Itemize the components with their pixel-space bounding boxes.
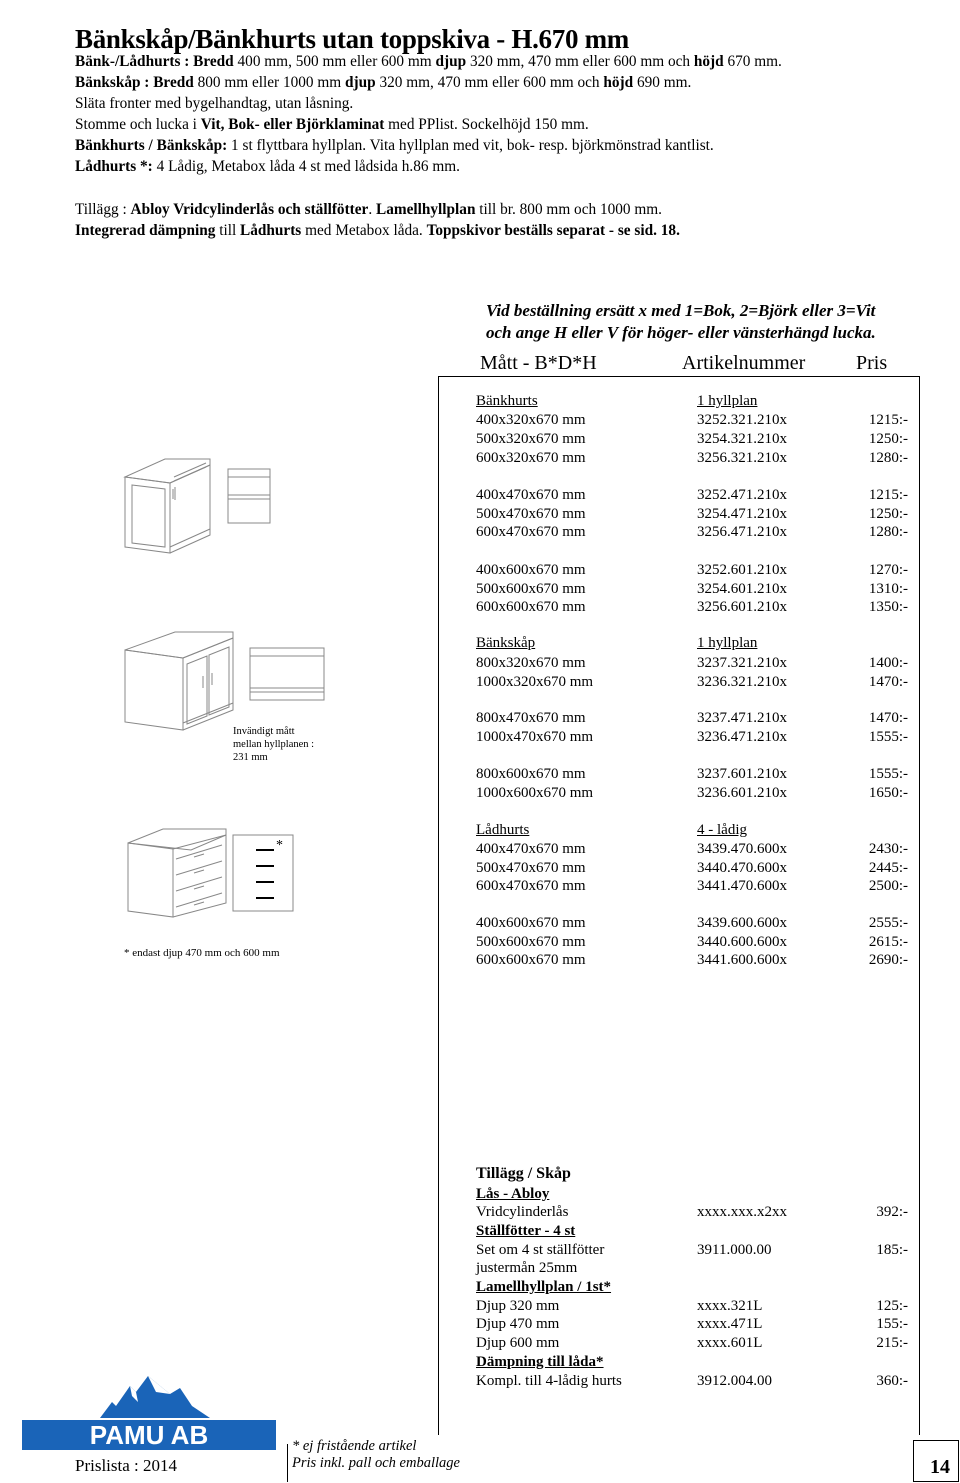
addon-label: Djup 600 mm	[476, 1335, 560, 1351]
table-cell-article: 3256.471.210x	[697, 524, 787, 540]
footer-note-price: Pris inkl. pall och emballage	[292, 1455, 460, 1471]
addon-price: 392:-	[876, 1204, 908, 1220]
table-cell-article: 3237.471.210x	[697, 710, 787, 726]
header-text-segment: Bänkhurts / Bänkskåp:	[75, 137, 232, 154]
addon-section-heading: Lamellhyllplan / 1st*	[476, 1279, 612, 1295]
table-cell-price: 1310:-	[868, 581, 908, 597]
header-line	[75, 74, 691, 92]
drawer-unit-drawing	[118, 825, 298, 925]
header-text-segment: Integrerad dämpning	[75, 222, 220, 239]
table-cell-article: 3254.471.210x	[697, 506, 787, 522]
pricelist-label: Prislista : 2014	[75, 1456, 178, 1475]
header-line	[75, 116, 589, 134]
header-line	[75, 137, 714, 155]
table-cell-article: 3254.601.210x	[697, 581, 787, 597]
header-text-segment: 320 mm, 470 mm eller 600 mm och	[379, 74, 604, 91]
table-cell-article: 3439.470.600x	[697, 841, 787, 857]
table-cell-size: 600x600x670 mm	[476, 952, 586, 968]
table-cell-size: 600x470x670 mm	[476, 878, 586, 894]
addon-article: xxxx.471L	[697, 1316, 763, 1332]
table-cell-price: 2445:-	[868, 860, 908, 876]
table-cell-price: 1650:-	[868, 785, 908, 801]
header-text-segment: 1 st flyttbara hyllplan. Vita hyllplan med vit, bok- resp. björkmönstrad kantlist.	[231, 137, 714, 154]
table-cell-price: 1470:-	[868, 674, 908, 690]
addons-summary-line	[75, 201, 662, 219]
header-text-segment: med Metabox låda.	[305, 222, 427, 239]
inner-measure-note-3: 231 mm	[233, 752, 268, 763]
table-cell-price: 1470:-	[868, 710, 908, 726]
addon-article: 3911.000.00	[697, 1242, 772, 1258]
table-cell-price: 1250:-	[868, 506, 908, 522]
header-text-segment: Bänkskåp : Bredd	[75, 74, 198, 91]
table-cell-price: 2430:-	[868, 841, 908, 857]
addon-section-heading: Lås - Abloy	[476, 1186, 550, 1202]
table-cell-size: 400x470x670 mm	[476, 487, 586, 503]
table-cell-price: 1250:-	[868, 431, 908, 447]
addon-label: justermån 25mm	[476, 1260, 578, 1276]
header-text-segment: djup	[435, 53, 470, 70]
table-cell-size: 800x600x670 mm	[476, 766, 586, 782]
addon-label: Kompl. till 4-lådig hurts	[476, 1373, 622, 1389]
column-header-size: Mått - B*D*H	[480, 352, 597, 374]
table-cell-price: 2615:-	[868, 934, 908, 950]
bench-unit-drawing	[110, 455, 300, 565]
table-cell-price: 2500:-	[868, 878, 908, 894]
bench-cabinet-drawing	[115, 628, 335, 738]
addon-section-heading: Ställfötter - 4 st	[476, 1223, 576, 1239]
table-section-subheading: 4 - lådig	[697, 822, 747, 838]
addon-label: Djup 470 mm	[476, 1316, 560, 1332]
header-text-segment: djup	[345, 74, 380, 91]
inner-measure-note-1: Invändigt mått	[233, 726, 295, 737]
table-cell-size: 400x320x670 mm	[476, 412, 586, 428]
table-cell-price: 2555:-	[868, 915, 908, 931]
header-text-segment: 690 mm.	[636, 74, 692, 91]
addons-title: Tillägg / Skåp	[476, 1165, 571, 1182]
addon-label: Vridcylinderlås	[476, 1204, 569, 1220]
table-cell-article: 3236.471.210x	[697, 729, 787, 745]
table-cell-size: 500x600x670 mm	[476, 934, 586, 950]
header-text-segment: Bänk-/Lådhurts : Bredd	[75, 53, 238, 70]
logo-text: PAMU AB	[89, 1420, 209, 1450]
header-text-segment: med PPlist. Sockelhöjd 150 mm.	[388, 116, 589, 133]
addon-article: 3912.004.00	[697, 1373, 772, 1389]
table-cell-article: 3441.600.600x	[697, 952, 787, 968]
table-cell-size: 500x320x670 mm	[476, 431, 586, 447]
table-cell-price: 1555:-	[868, 766, 908, 782]
table-section-subheading: 1 hyllplan	[697, 635, 758, 651]
footer-note-freestanding: * ej fristående artikel	[292, 1438, 417, 1454]
header-text-segment: 320 mm, 470 mm eller 600 mm och	[469, 53, 694, 70]
header-text-segment: 4 Lådig, Metabox låda 4 st med lådsida h.86 mm.	[156, 158, 460, 175]
table-cell-size: 500x470x670 mm	[476, 506, 586, 522]
addon-label: Djup 320 mm	[476, 1298, 560, 1314]
table-cell-article: 3237.601.210x	[697, 766, 787, 782]
addon-price: 215:-	[876, 1335, 908, 1351]
table-cell-size: 400x470x670 mm	[476, 841, 586, 857]
table-cell-size: 800x470x670 mm	[476, 710, 586, 726]
header-text-segment: Släta fronter med bygelhandtag, utan låsning.	[75, 95, 354, 112]
header-text-segment: Lådhurts *:	[75, 158, 157, 175]
column-header-price: Pris	[856, 352, 888, 374]
addon-article: xxxx.321L	[697, 1298, 763, 1314]
addon-article: xxxx.601L	[697, 1335, 763, 1351]
table-cell-price: 1280:-	[868, 450, 908, 466]
header-line	[75, 53, 782, 71]
header-text-segment: till br. 800 mm och 1000 mm.	[479, 201, 662, 218]
header-text-segment: till	[219, 222, 241, 239]
addons-summary-line	[75, 222, 680, 240]
header-text-segment: höjd	[603, 74, 637, 91]
drawer-depth-note: * endast djup 470 mm och 600 mm	[124, 947, 280, 959]
header-text-segment: .	[368, 201, 376, 218]
addon-price: 155:-	[876, 1316, 908, 1332]
table-cell-article: 3252.471.210x	[697, 487, 787, 503]
header-text-segment: 670 mm.	[727, 53, 782, 70]
addon-article: xxxx.xxx.x2xx	[697, 1204, 787, 1220]
table-cell-article: 3236.321.210x	[697, 674, 787, 690]
table-cell-price: 1400:-	[868, 655, 908, 671]
order-instruction-line-2: och ange H eller V för höger- eller vänsterhängd lucka.	[486, 323, 876, 342]
table-cell-article: 3237.321.210x	[697, 655, 787, 671]
table-section-heading: Bänkhurts	[476, 393, 538, 409]
order-instruction-line-1: Vid beställning ersätt x med 1=Bok, 2=Björk eller 3=Vit	[486, 301, 876, 320]
page-number: 14	[930, 1456, 950, 1478]
table-section-subheading: 1 hyllplan	[697, 393, 758, 409]
header-text-segment: Stomme och lucka i	[75, 116, 201, 133]
table-cell-article: 3256.601.210x	[697, 599, 787, 615]
addon-section-heading: Dämpning till låda*	[476, 1354, 604, 1370]
header-text-segment: Toppskivor beställs separat - se sid. 18.	[426, 222, 680, 239]
table-cell-size: 1000x470x670 mm	[476, 729, 594, 745]
table-section-heading: Bänkskåp	[476, 635, 536, 651]
drawer-star-mark: *	[276, 838, 283, 853]
table-cell-article: 3252.601.210x	[697, 562, 787, 578]
footer-divider-left	[287, 1444, 289, 1482]
header-text-segment: Tillägg :	[75, 201, 131, 218]
addon-label: Set om 4 st ställfötter	[476, 1242, 605, 1258]
table-cell-article: 3439.600.600x	[697, 915, 787, 931]
header-text-segment: 800 mm eller 1000 mm	[197, 74, 346, 91]
header-line	[75, 95, 353, 113]
header-line	[75, 158, 460, 176]
table-cell-price: 1280:-	[868, 524, 908, 540]
table-cell-size: 400x600x670 mm	[476, 915, 586, 931]
inner-measure-note-2: mellan hyllplanen :	[233, 739, 315, 750]
header-text-segment: Lamellhyllplan	[376, 201, 480, 218]
header-text-segment: Abloy Vridcylinderlås och ställfötter	[130, 201, 369, 218]
table-cell-price: 1215:-	[868, 412, 908, 428]
header-text-segment: höjd	[693, 53, 728, 70]
table-cell-size: 800x320x670 mm	[476, 655, 586, 671]
addon-price: 360:-	[876, 1373, 908, 1389]
table-cell-article: 3441.470.600x	[697, 878, 787, 894]
page-title: Bänkskåp/Bänkhurts utan toppskiva - H.670 mm	[75, 24, 629, 54]
table-cell-size: 500x470x670 mm	[476, 860, 586, 876]
table-cell-price: 1215:-	[868, 487, 908, 503]
table-cell-price: 1555:-	[868, 729, 908, 745]
addon-price: 125:-	[876, 1298, 908, 1314]
header-text-segment: 400 mm, 500 mm eller 600 mm	[237, 53, 436, 70]
table-cell-article: 3252.321.210x	[697, 412, 787, 428]
table-cell-size: 1000x320x670 mm	[476, 674, 594, 690]
table-cell-price: 1270:-	[868, 562, 908, 578]
table-section-heading: Lådhurts	[476, 822, 530, 838]
table-cell-size: 600x320x670 mm	[476, 450, 586, 466]
table-cell-article: 3256.321.210x	[697, 450, 787, 466]
pamu-logo	[20, 1372, 278, 1454]
header-text-segment: Vit, Bok- eller Björklaminat	[200, 116, 389, 133]
table-cell-size: 400x600x670 mm	[476, 562, 586, 578]
table-cell-size: 1000x600x670 mm	[476, 785, 594, 801]
table-cell-price: 1350:-	[868, 599, 908, 615]
table-cell-size: 600x600x670 mm	[476, 599, 586, 615]
table-cell-size: 600x470x670 mm	[476, 524, 586, 540]
table-cell-article: 3236.601.210x	[697, 785, 787, 801]
header-text-segment: Lådhurts	[240, 222, 306, 239]
table-cell-article: 3440.600.600x	[697, 934, 787, 950]
table-cell-article: 3254.321.210x	[697, 431, 787, 447]
column-header-article: Artikelnummer	[682, 352, 806, 374]
table-cell-size: 500x600x670 mm	[476, 581, 586, 597]
table-cell-article: 3440.470.600x	[697, 860, 787, 876]
table-cell-price: 2690:-	[868, 952, 908, 968]
addon-price: 185:-	[876, 1242, 908, 1258]
